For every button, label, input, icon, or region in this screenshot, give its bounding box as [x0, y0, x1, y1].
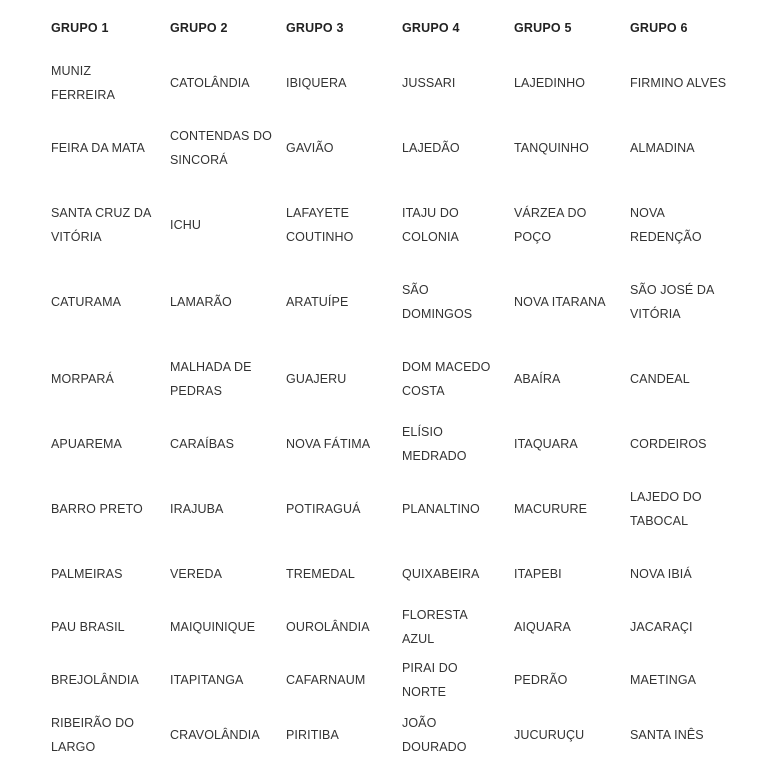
- table-row: [45, 56, 745, 109]
- header-row: [45, 0, 745, 56]
- column-header: GRUPO 5: [514, 21, 572, 35]
- table-cell: LAFAYETE COUTINHO: [286, 205, 354, 244]
- table-cell: SANTA CRUZ DA VITÓRIA: [51, 205, 151, 244]
- table-cell: CARAÍBAS: [170, 436, 235, 451]
- table-cell: IRAJUBA: [170, 501, 224, 516]
- municipios-table: [45, 0, 745, 764]
- table-cell: SANTA INÊS: [630, 728, 704, 742]
- table-cell: ITAJU DO COLONIA: [402, 205, 459, 244]
- table-cell: CANDEAL: [630, 371, 690, 386]
- table-cell: GAVIÃO: [286, 140, 334, 155]
- table-cell: LAJEDÃO: [402, 140, 460, 155]
- table-cell: DOM MACEDO COSTA: [402, 359, 491, 398]
- table-cell: MAETINGA: [630, 672, 697, 687]
- table-cell: CATOLÂNDIA: [170, 75, 250, 90]
- table-cell: CATURAMA: [51, 294, 122, 309]
- table-cell: ITAQUARA: [514, 436, 578, 451]
- table-row: [45, 109, 745, 186]
- table-cell: BREJOLÂNDIA: [51, 672, 139, 687]
- table-cell: ITAPITANGA: [170, 672, 244, 687]
- table-cell: MAIQUINIQUE: [170, 619, 256, 634]
- table-cell: SÃO DOMINGOS: [402, 282, 473, 321]
- table-cell: VEREDA: [170, 566, 223, 581]
- table-row: [45, 186, 745, 263]
- table-row: [45, 340, 745, 417]
- table-cell: ITAPEBI: [514, 566, 562, 581]
- table-cell: FIRMINO ALVES: [630, 75, 727, 90]
- table-cell: LAMARÃO: [170, 294, 232, 309]
- table-cell: FLORESTA AZUL: [402, 607, 468, 646]
- table-cell: ELÍSIO MEDRADO: [402, 424, 467, 463]
- table-cell: ARATUÍPE: [286, 294, 349, 309]
- table-cell: JUSSARI: [402, 75, 456, 90]
- table-row: [45, 600, 745, 653]
- table-cell: CONTENDAS DO SINCORÁ: [170, 128, 272, 167]
- table-cell: JUCURUÇU: [514, 728, 585, 742]
- table-cell: IBIQUERA: [286, 75, 347, 90]
- table-cell: FEIRA DA MATA: [51, 140, 145, 155]
- table-cell: CAFARNAUM: [286, 672, 366, 687]
- table-cell: OUROLÂNDIA: [286, 619, 370, 634]
- table-cell: SÃO JOSÉ DA VITÓRIA: [630, 282, 714, 321]
- table-cell: CRAVOLÂNDIA: [170, 728, 260, 742]
- table-row: [45, 470, 745, 547]
- table-cell: TREMEDAL: [286, 566, 355, 581]
- table-cell: PIRAI DO NORTE: [402, 660, 458, 699]
- table-cell: PEDRÃO: [514, 672, 568, 687]
- table-cell: LAJEDO DO TABOCAL: [630, 489, 702, 528]
- table-cell: RIBEIRÃO DO LARGO: [51, 716, 135, 754]
- table-cell: NOVA FÁTIMA: [286, 436, 371, 451]
- table-cell: BARRO PRETO: [51, 501, 143, 516]
- column-header: GRUPO 4: [402, 21, 460, 35]
- table-cell: ICHU: [170, 217, 201, 232]
- table-cell: APUAREMA: [51, 436, 122, 451]
- table-cell: QUIXABEIRA: [402, 566, 480, 581]
- table-cell: PALMEIRAS: [51, 566, 123, 581]
- table-cell: NOVA IBIÁ: [630, 566, 692, 581]
- table-cell: CORDEIROS: [630, 436, 707, 451]
- table-cell: NOVA REDENÇÃO: [630, 205, 702, 244]
- table-cell: JACARAÇI: [630, 619, 693, 634]
- table-cell: ALMADINA: [630, 140, 695, 155]
- table-row: [45, 417, 745, 470]
- table-cell: MUNIZ FERREIRA: [51, 63, 116, 102]
- column-header: GRUPO 3: [286, 21, 344, 35]
- table-cell: POTIRAGUÁ: [286, 501, 361, 516]
- table-cell: JOÃO DOURADO: [402, 716, 467, 754]
- table-cell: ABAÍRA: [514, 371, 561, 386]
- table-cell: LAJEDINHO: [514, 75, 586, 90]
- column-header: GRUPO 6: [630, 21, 688, 35]
- table-cell: AIQUARA: [514, 619, 571, 634]
- table-cell: MACURURE: [514, 501, 588, 516]
- table-cell: VÁRZEA DO POÇO: [514, 205, 587, 244]
- table-cell: PLANALTINO: [402, 501, 480, 516]
- table-row: [45, 706, 745, 764]
- table-row: [45, 653, 745, 706]
- table-cell: MORPARÁ: [51, 371, 114, 386]
- table-cell: NOVA ITARANA: [514, 294, 606, 309]
- table-cell: TANQUINHO: [514, 140, 589, 155]
- table-cell: MALHADA DE PEDRAS: [170, 359, 252, 398]
- table-row: [45, 547, 745, 600]
- table-row: [45, 263, 745, 340]
- table-cell: PIRITIBA: [286, 728, 339, 742]
- column-header: GRUPO 2: [170, 21, 228, 35]
- table-cell: GUAJERU: [286, 371, 347, 386]
- column-header: GRUPO 1: [51, 21, 109, 35]
- table-cell: PAU BRASIL: [51, 619, 125, 634]
